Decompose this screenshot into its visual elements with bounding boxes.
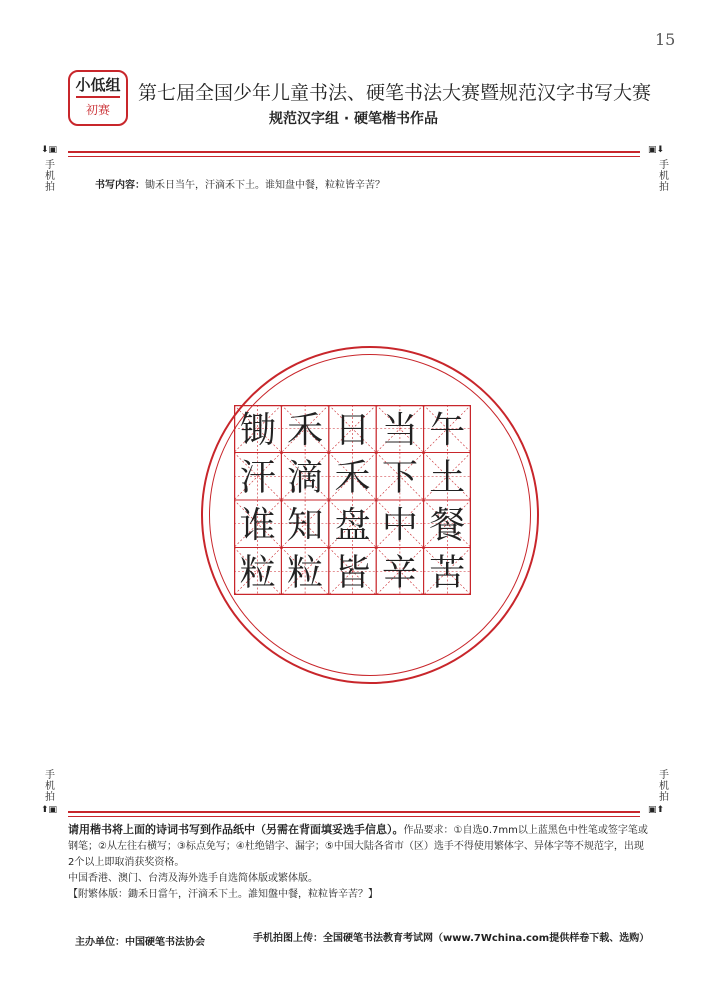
grid-cell bbox=[424, 500, 471, 548]
camera-marker-icon: ⬇▣ bbox=[41, 145, 58, 155]
grid-character: 苦 bbox=[429, 552, 466, 594]
instructions bbox=[68, 822, 648, 903]
grid-cell bbox=[376, 500, 423, 548]
grid-cell bbox=[424, 405, 471, 453]
writing-content-text: 锄禾日当午，汗滴禾下土。谁知盘中餐，粒粒皆辛苦？ bbox=[145, 180, 385, 191]
bottom-rule bbox=[68, 811, 640, 813]
grid-cell bbox=[376, 453, 423, 501]
instructions-requirements: 作品要求：①自选0.7mm以上蓝黑色中性笔或签字笔或钢笔；②从左往右横写；③标点免写；④杜绝错字、漏字；⑤中国大陆各省市（区）选手不得使用繁体字、异体字等不规范字，出现2个以上即取消获奖资格。 bbox=[68, 825, 648, 868]
side-label-left-top: 手机拍 bbox=[45, 160, 55, 193]
grid-character: 日 bbox=[334, 409, 371, 451]
grid-character: 当 bbox=[381, 409, 418, 451]
organizer: 主办单位：中国硬笔书法协会 bbox=[75, 937, 205, 948]
badge-top-text: 小低组 bbox=[75, 76, 121, 94]
grid-cell bbox=[234, 453, 281, 501]
grid-character: 粒 bbox=[239, 552, 276, 594]
grid-character: 中 bbox=[381, 504, 418, 546]
grid-cell bbox=[281, 500, 328, 548]
grid-cell bbox=[376, 405, 423, 453]
grid-cell bbox=[234, 548, 281, 596]
instructions-line3: 中国香港、澳门、台湾及海外选手自选简体版或繁体版。 bbox=[68, 873, 318, 884]
grid-cell bbox=[329, 500, 376, 548]
page-subtitle: 规范汉字组 · 硬笔楷书作品 bbox=[268, 111, 439, 127]
top-rule-thin bbox=[68, 156, 640, 157]
grid-character: 午 bbox=[429, 409, 466, 451]
grid-cell bbox=[329, 453, 376, 501]
grid-character: 辛 bbox=[381, 552, 418, 594]
grid-cell bbox=[281, 453, 328, 501]
side-label-right-bottom: 手机拍 bbox=[659, 770, 669, 803]
page-mark: 15 bbox=[655, 30, 676, 49]
page-title: 第七届全国少年儿童书法、硬笔书法大赛暨规范汉字书写大赛 bbox=[138, 82, 652, 104]
grid-cell bbox=[329, 405, 376, 453]
grid-cell bbox=[376, 548, 423, 596]
grid-character: 谁 bbox=[239, 504, 276, 546]
top-rule bbox=[68, 151, 640, 153]
grid-character: 禾 bbox=[334, 457, 371, 499]
side-label-left-bottom: 手机拍 bbox=[45, 770, 55, 803]
side-label-right-top: 手机拍 bbox=[659, 160, 669, 193]
grid-cell bbox=[281, 405, 328, 453]
grid-character: 锄 bbox=[239, 409, 276, 451]
grid-character: 粒 bbox=[287, 552, 324, 594]
grid-character: 下 bbox=[381, 457, 418, 499]
grid-character: 禾 bbox=[287, 409, 324, 451]
camera-marker-icon: ▣⬇ bbox=[648, 145, 665, 155]
badge-bottom-text: 初赛 bbox=[85, 103, 110, 117]
grid-character: 盘 bbox=[334, 504, 371, 546]
grid-character: 餐 bbox=[429, 504, 466, 546]
grid-cell bbox=[329, 548, 376, 596]
grid-cell bbox=[234, 500, 281, 548]
grid-character: 滴 bbox=[287, 457, 324, 499]
upload-info: 手机拍图上传：全国硬笔书法教育考试网（www.7Wchina.com提供样卷下载、选购） bbox=[253, 933, 650, 944]
writing-grid bbox=[234, 405, 471, 595]
grid-cell bbox=[424, 548, 471, 596]
grid-cell bbox=[234, 405, 281, 453]
grid-cell bbox=[281, 548, 328, 596]
writing-content bbox=[95, 176, 385, 191]
camera-marker-icon: ⬆▣ bbox=[41, 805, 58, 815]
grid-character: 土 bbox=[429, 457, 466, 499]
grid-character: 皆 bbox=[334, 552, 371, 594]
instructions-traditional: 【附繁体版：鋤禾日當午，汗滴禾下土。誰知盤中餐，粒粒皆辛苦？】 bbox=[68, 889, 378, 900]
grid-character: 知 bbox=[287, 504, 324, 546]
writing-content-label: 书写内容： bbox=[95, 180, 145, 191]
camera-marker-icon: ▣⬆ bbox=[648, 805, 665, 815]
badge-divider bbox=[76, 96, 120, 98]
grid-cell bbox=[424, 453, 471, 501]
bottom-rule-thin bbox=[68, 816, 640, 817]
instructions-lead: 请用楷书将上面的诗词书写到作品纸中（另需在背面填妥选手信息）。 bbox=[68, 823, 404, 836]
grid-character: 汗 bbox=[239, 457, 276, 499]
